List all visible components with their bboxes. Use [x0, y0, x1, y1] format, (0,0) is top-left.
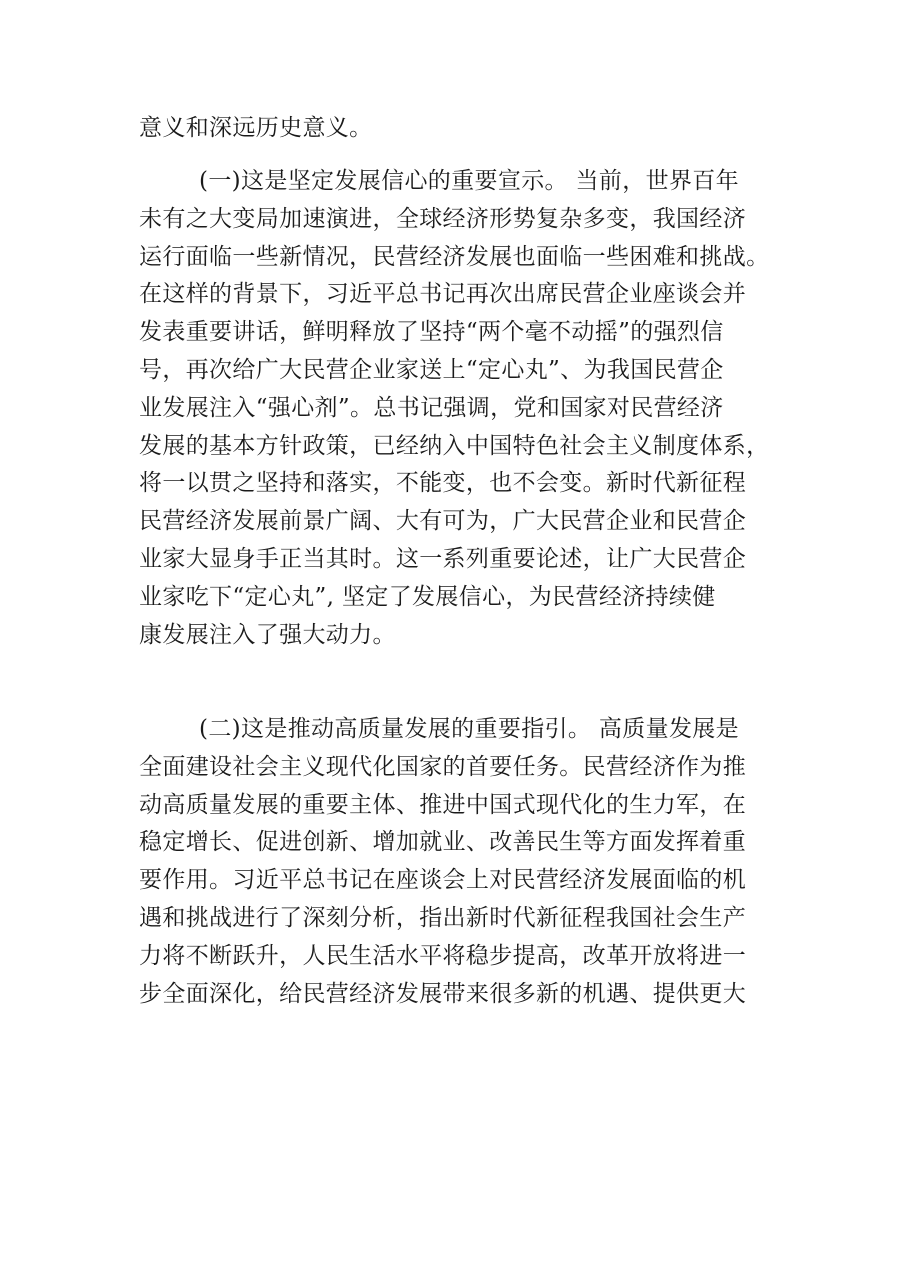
text-line: 全面建设社会主义现代化国家的首要任务。民营经济作为推 — [139, 753, 747, 780]
text-line: 发展的基本方针政策，已经纳入中国特色社会主义制度体系， — [139, 432, 770, 459]
text-line: 业家大显身手正当其时。这一系列重要论述，让广大民营企 — [139, 545, 747, 572]
paragraph-quality-development — [139, 711, 779, 1013]
text-line: 力将不断跃升，人民生活水平将稳步提高，改革开放将进一 — [139, 942, 747, 969]
text-line: 号，再次给广大民营企业家送上“定心丸”、为我国民营企 — [139, 356, 724, 383]
text-line: 未有之大变局加速演进，全球经济形势复杂多变，我国经济 — [139, 205, 747, 232]
text-line: 发表重要讲话，鲜明释放了坚持“两个毫不动摇”的强烈信 — [139, 319, 724, 346]
text-line: (一)这是坚定发展信心的重要宣示。 当前，世界百年 — [199, 168, 740, 194]
text-line: 动高质量发展的重要主体、推进中国式现代化的生力军，在 — [139, 791, 747, 818]
text-line: 在这样的背景下，习近平总书记再次出席民营企业座谈会并 — [139, 281, 747, 308]
text-line: 稳定增长、促进创新、增加就业、改善民生等方面发挥着重 — [139, 829, 747, 856]
text-line: 康发展注入了强大动力。 — [139, 621, 396, 648]
text-line: 意义和深远历史意义。 — [139, 115, 373, 141]
text-line: 步全面深化，给民营经济发展带来很多新的机遇、提供更大 — [139, 980, 747, 1007]
text-line: 业发展注入“强心剂”。总书记强调，党和国家对民营经济 — [139, 394, 724, 421]
paragraph-confidence-declaration — [139, 163, 779, 654]
text-line: 遇和挑战进行了深刻分析，指出新时代新征程我国社会生产 — [139, 904, 747, 931]
text-line: 运行面临一些新情况，民营经济发展也面临一些困难和挑战。 — [139, 243, 770, 270]
text-line: (二)这是推动高质量发展的重要指引。 高质量发展是 — [199, 716, 740, 742]
text-line: 民营经济发展前景广阔、大有可为，广大民营企业和民营企 — [139, 508, 747, 535]
text-line: 要作用。习近平总书记在座谈会上对民营经济发展面临的机 — [139, 867, 747, 894]
paragraph-continuation — [139, 110, 779, 148]
text-line: 业家吃下“定心丸”, 坚定了发展信心，为民营经济持续健 — [139, 583, 716, 610]
text-line: 将一以贯之坚持和落实，不能变，也不会变。新时代新征程 — [139, 470, 747, 497]
